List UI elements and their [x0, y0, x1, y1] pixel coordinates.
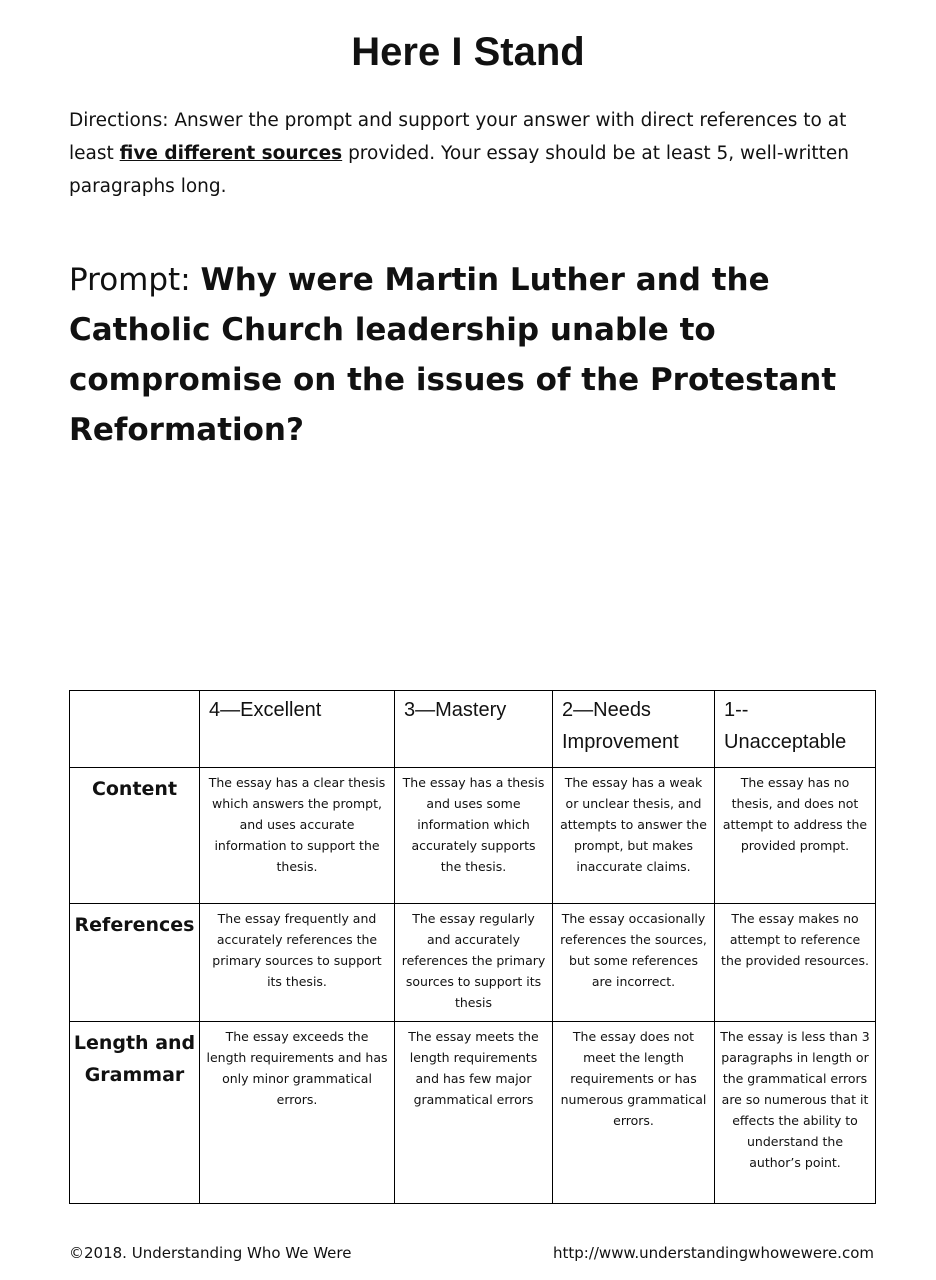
rubric-header-row: [70, 691, 876, 768]
prompt: [69, 255, 889, 455]
rubric-cell: The essay is less than 3 paragraphs in length or the grammatical errors are so numerous that it effects the ability to understand the author’s point.: [715, 1022, 876, 1204]
prompt-question: Why were Martin Luther and the Catholic Church leadership unable to compromise on the issues of the Protestant Reformation?: [69, 262, 837, 448]
rubric-cell: The essay has a weak or unclear thesis, and attempts to answer the prompt, but makes inaccurate claims.: [553, 768, 715, 904]
rubric-header-needs-improvement: 2—Needs Improvement: [553, 691, 715, 768]
rubric-cell: The essay has a clear thesis which answers the prompt, and uses accurate information to support the thesis.: [200, 768, 395, 904]
rubric-cell: The essay has no thesis, and does not attempt to address the provided prompt.: [715, 768, 876, 904]
directions-text-start: Directions: Answer the prompt and support your answer with direct references to at least: [69, 110, 847, 164]
rubric-cell: The essay exceeds the length requirements and has only minor grammatical errors.: [200, 1022, 395, 1204]
footer-copyright: ©2018. Understanding Who We Were: [69, 1244, 352, 1262]
rubric-cell: The essay makes no attempt to reference the provided resources.: [715, 904, 876, 1022]
page-title: Here I Stand: [351, 30, 585, 74]
rubric-row-length-grammar: [70, 1022, 876, 1204]
rubric-row-label: Length and Grammar: [70, 1022, 200, 1204]
rubric-header-unacceptable: 1-- Unacceptable: [715, 691, 876, 768]
rubric-header-mastery: 3—Mastery: [395, 691, 553, 768]
footer-url: http://www.understandingwhowewere.com: [552, 1244, 874, 1262]
directions-emphasis: five different sources: [119, 143, 343, 164]
rubric-row-label: Content: [70, 768, 200, 904]
directions-text-end: provided. Your essay should be at least 5, well-written paragraphs long.: [69, 143, 850, 197]
prompt-label: Prompt:: [69, 262, 201, 298]
rubric-cell: The essay regularly and accurately references the primary sources to support its thesis: [395, 904, 553, 1022]
rubric-cell: The essay does not meet the length requirements or has numerous grammatical errors.: [553, 1022, 715, 1204]
rubric-row-references: [70, 904, 876, 1022]
rubric-cell: The essay has a thesis and uses some information which accurately supports the thesis.: [395, 768, 553, 904]
rubric-cell: The essay frequently and accurately references the primary sources to support its thesis.: [200, 904, 395, 1022]
directions-text: [69, 104, 869, 203]
rubric-table: [69, 690, 876, 1204]
rubric-row-label: References: [70, 904, 200, 1022]
rubric-row-content: [70, 768, 876, 904]
rubric-cell: The essay meets the length requirements and has few major grammatical errors: [395, 1022, 553, 1204]
rubric-header-blank: [70, 691, 200, 768]
rubric-header-excellent: 4—Excellent: [200, 691, 395, 768]
rubric-cell: The essay occasionally references the sources, but some references are incorrect.: [553, 904, 715, 1022]
